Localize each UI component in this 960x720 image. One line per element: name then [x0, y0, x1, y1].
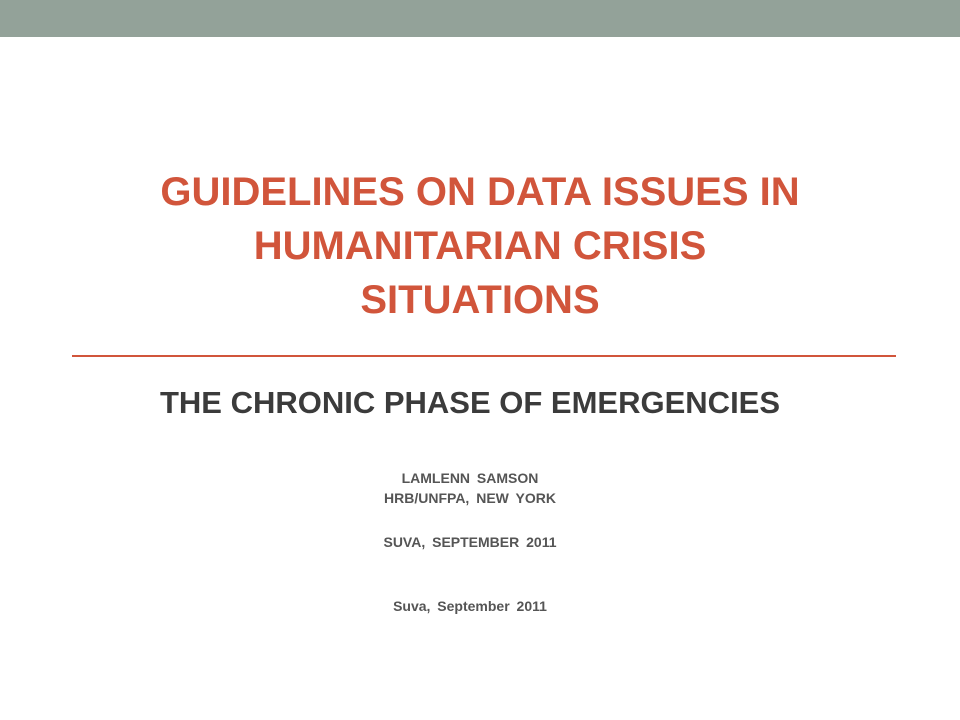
top-accent-bar [0, 0, 960, 37]
title-line: HUMANITARIAN CRISIS [253, 224, 707, 268]
slide-title [70, 165, 890, 327]
title-line: GUIDELINES ON DATA ISSUES IN [160, 170, 800, 214]
author-name: LAMLENN SAMSON [401, 470, 539, 486]
author-organization: HRB/UNFPA, NEW YORK [384, 490, 556, 506]
title-divider [72, 355, 896, 357]
title-line: SITUATIONS [360, 278, 600, 322]
presentation-place-date: SUVA, SEPTEMBER 2011 [383, 534, 557, 550]
slide-subtitle: THE CHRONIC PHASE OF EMERGENCIES [159, 385, 781, 420]
footer-date: Suva, September 2011 [393, 598, 547, 614]
